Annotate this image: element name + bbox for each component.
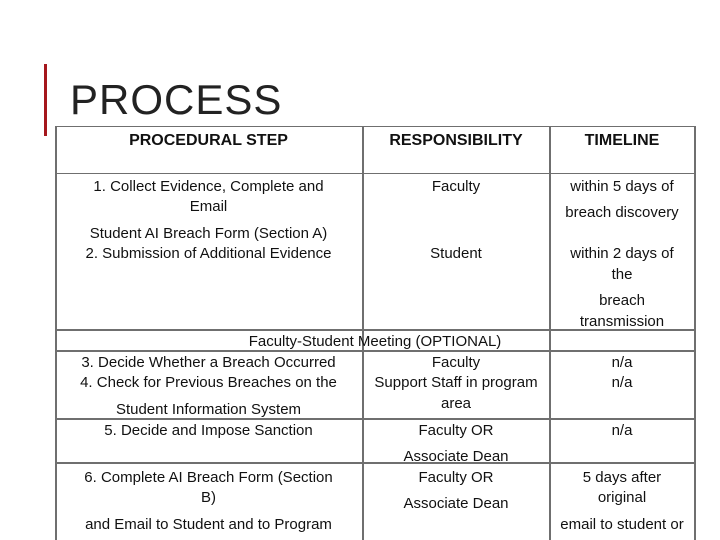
- row6-timeline-line2: original: [597, 489, 647, 506]
- row1-timeline-line1: within 5 days of: [570, 178, 674, 195]
- row6-step-line2: B): [201, 489, 216, 506]
- header-responsibility: RESPONSIBILITY: [389, 132, 523, 149]
- header-timeline: TIMELINE: [584, 132, 660, 149]
- row5-timeline: n/a: [611, 422, 633, 439]
- row2-timeline-line4: transmission: [579, 313, 665, 330]
- row3-responsibility: Faculty: [431, 354, 481, 371]
- row3-step: 3. Decide Whether a Breach Occurred: [81, 354, 336, 371]
- row1-step-line1: 1. Collect Evidence, Complete and: [93, 178, 324, 195]
- row1-step-line3: Student AI Breach Form (Section A): [89, 225, 328, 242]
- row2-timeline-line3: breach: [599, 292, 645, 309]
- row6-step-line1: 6. Complete AI Breach Form (Section: [84, 469, 333, 486]
- row6-responsibility-line2: Associate Dean: [403, 495, 509, 512]
- header-procedural-step: PROCEDURAL STEP: [129, 132, 288, 149]
- row4-step-line2: Student Information System: [115, 401, 302, 418]
- row5-step: 5. Decide and Impose Sanction: [104, 422, 313, 439]
- row4-timeline: n/a: [611, 374, 633, 391]
- row4-responsibility-line1: Support Staff in program: [374, 374, 538, 391]
- row6-timeline-line3: email to student or: [560, 516, 684, 533]
- row2-timeline-line1: within 2 days of: [570, 245, 674, 262]
- row1-responsibility: Faculty: [431, 178, 481, 195]
- table-right-border: [694, 126, 696, 540]
- row2-step: 2. Submission of Additional Evidence: [85, 245, 332, 262]
- row1-step-line2: Email: [189, 198, 228, 215]
- slide-title: PROCESS: [70, 76, 283, 123]
- row6-timeline-line1: 5 days after: [582, 469, 662, 486]
- title-accent-bar: [44, 64, 47, 136]
- row2-responsibility: Student: [430, 245, 482, 262]
- row1-timeline-line2: breach discovery: [565, 204, 679, 221]
- optional-meeting-row: Faculty-Student Meeting (OPTIONAL): [248, 333, 502, 350]
- row5-responsibility-line1: Faculty OR: [418, 422, 494, 439]
- row6-step-line3: and Email to Student and to Program: [85, 516, 332, 533]
- row4-responsibility-line2: area: [440, 395, 472, 412]
- row3-timeline: n/a: [611, 354, 633, 371]
- row6-responsibility-line1: Faculty OR: [418, 469, 494, 486]
- row2-timeline-line2: the: [611, 266, 633, 283]
- row4-step-line1: 4. Check for Previous Breaches on the: [80, 374, 337, 391]
- row5-responsibility-line2: Associate Dean: [403, 448, 509, 465]
